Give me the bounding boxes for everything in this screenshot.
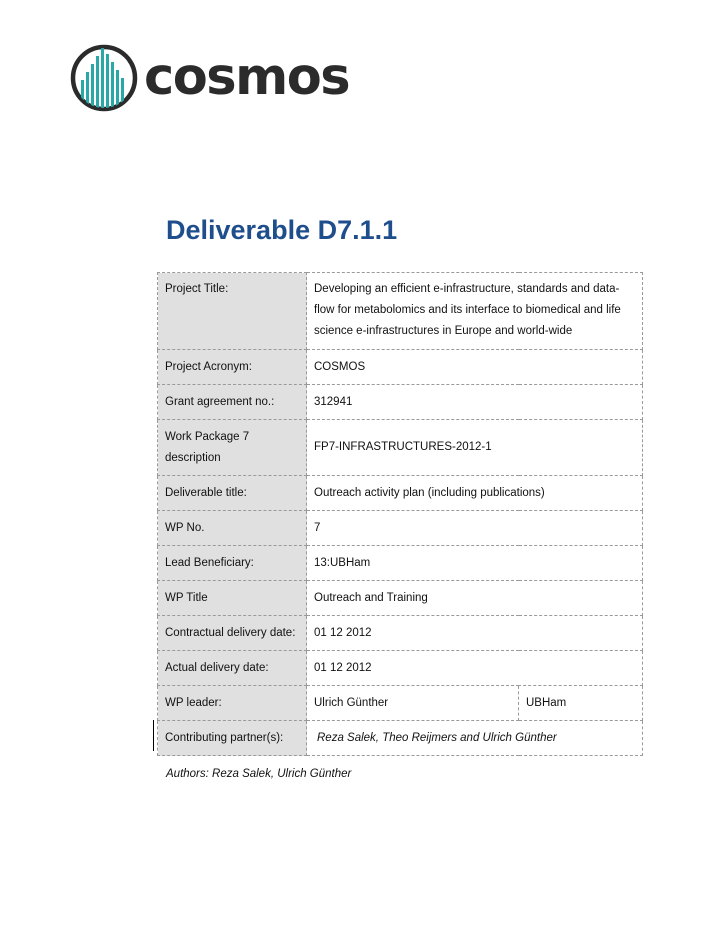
lead-beneficiary-label: Lead Beneficiary: xyxy=(158,546,307,581)
table-row-project-title xyxy=(158,273,643,350)
table-row-wp-title xyxy=(158,581,643,616)
table-row-lead-beneficiary xyxy=(158,546,643,581)
wp-title-value: Outreach and Training xyxy=(307,581,643,616)
actual-delivery-value: 01 12 2012 xyxy=(307,651,643,686)
work-package-label xyxy=(158,420,307,476)
table-row-wp-no xyxy=(158,511,643,546)
project-title-line: Developing an efficient e-infrastructure, standards and data- xyxy=(314,283,620,295)
project-acronym-value: COSMOS xyxy=(307,350,643,385)
project-acronym-label: Project Acronym: xyxy=(158,350,307,385)
revision-change-bar xyxy=(153,720,154,751)
deliverable-title-label: Deliverable title: xyxy=(158,476,307,511)
contributing-partners-label: Contributing partner(s): xyxy=(158,721,307,756)
grant-agreement-label: Grant agreement no.: xyxy=(158,385,307,420)
table-row-contributing-partners xyxy=(158,721,643,756)
deliverable-title-value: Outreach activity plan (including publications) xyxy=(307,476,643,511)
table-row-actual-delivery xyxy=(158,651,643,686)
cosmos-wordmark: cosmos xyxy=(144,48,350,107)
table-row-contractual-delivery xyxy=(158,616,643,651)
table-row-wp-leader xyxy=(158,686,643,721)
project-title-line: flow for metabolomics and its interface to biomedical and life xyxy=(314,304,621,316)
contributing-partners-value: Reza Salek, Theo Reijmers and Ulrich Günther xyxy=(307,721,643,756)
contractual-delivery-value: 01 12 2012 xyxy=(307,616,643,651)
table-row-project-acronym xyxy=(158,350,643,385)
grant-agreement-value: 312941 xyxy=(307,385,643,420)
project-title-label: Project Title: xyxy=(158,273,307,350)
contractual-delivery-label: Contractual delivery date: xyxy=(158,616,307,651)
wp-leader-name: Ulrich Günther xyxy=(307,686,519,721)
work-package-label-line: Work Package 7 xyxy=(165,430,250,443)
deliverable-info-table xyxy=(157,272,643,756)
project-title-value xyxy=(307,273,643,350)
table-row-work-package xyxy=(158,420,643,476)
wp-title-label: WP Title xyxy=(158,581,307,616)
authors-line: Authors: Reza Salek, Ulrich Günther xyxy=(166,768,352,780)
actual-delivery-label: Actual delivery date: xyxy=(158,651,307,686)
work-package-label-line: description xyxy=(165,451,221,464)
cosmos-logo xyxy=(70,44,350,116)
wp-no-value: 7 xyxy=(307,511,643,546)
wp-no-label: WP No. xyxy=(158,511,307,546)
lead-beneficiary-value: 13:UBHam xyxy=(307,546,643,581)
project-title-line: science e-infrastructures in Europe and world-wide xyxy=(314,325,573,337)
table-row-grant-agreement xyxy=(158,385,643,420)
work-package-value: FP7-INFRASTRUCTURES-2012-1 xyxy=(307,420,643,476)
table-row-deliverable-title xyxy=(158,476,643,511)
document-title: Deliverable D7.1.1 xyxy=(166,215,398,245)
wp-leader-org: UBHam xyxy=(519,686,643,721)
wp-leader-label: WP leader: xyxy=(158,686,307,721)
cosmos-skyline-logo-icon xyxy=(70,44,138,112)
